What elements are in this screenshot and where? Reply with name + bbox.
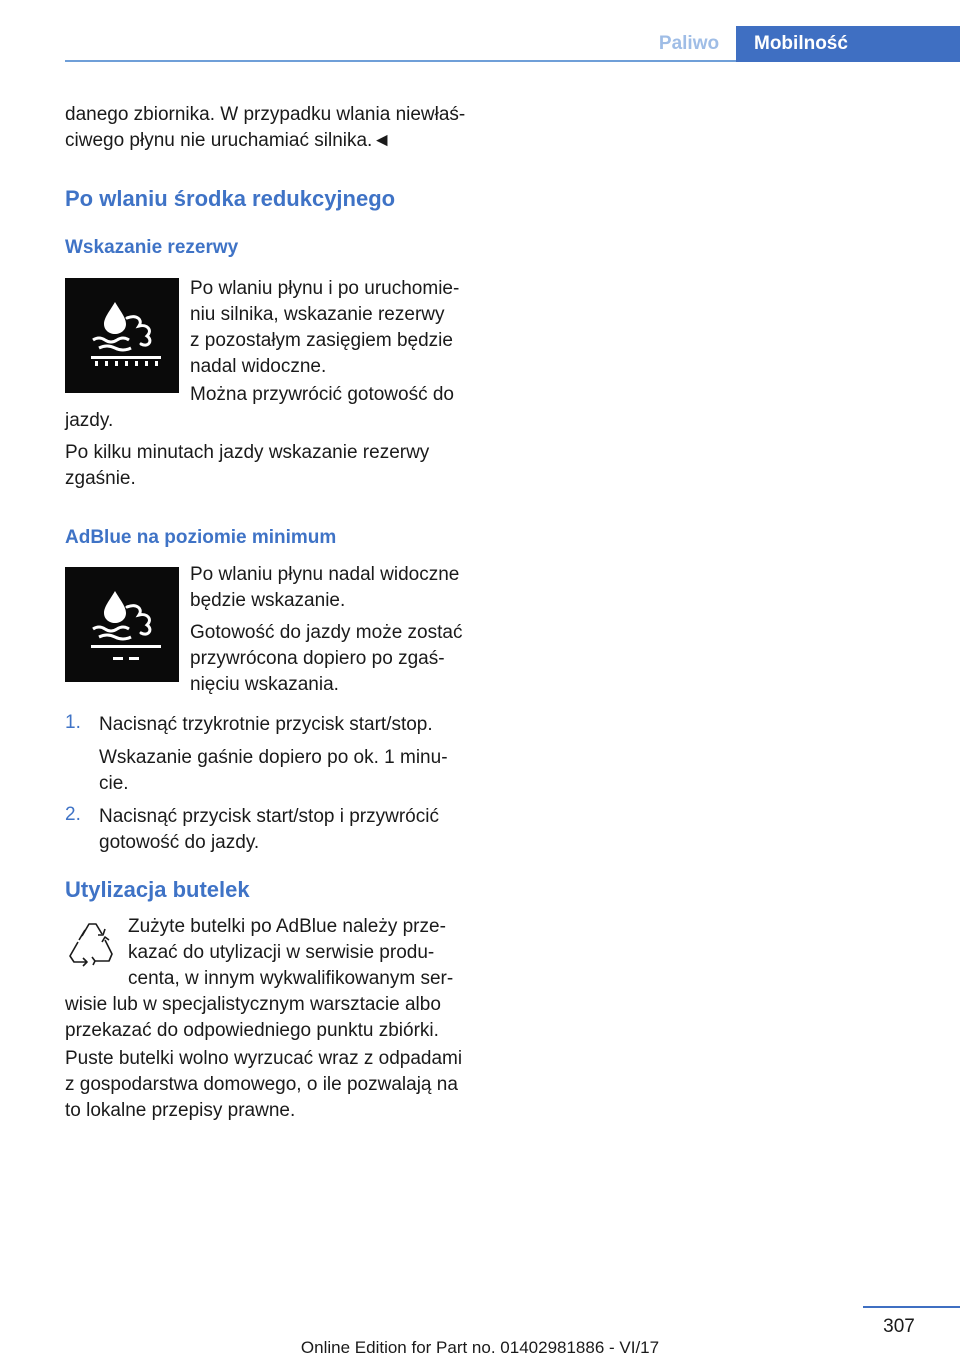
text-line: z pozostałym zasięgiem będzie	[190, 330, 453, 351]
step-number: 1.	[65, 712, 81, 733]
section-heading-disposal: Utylizacja butelek	[65, 877, 250, 902]
reserve-text-block	[190, 276, 490, 380]
step-text: Nacisnąć trzykrotnie przycisk start/stop.	[99, 714, 433, 735]
step-note	[99, 745, 489, 797]
section-tab-paliwo: Paliwo	[658, 33, 720, 54]
text-line: to lokalne przepisy prawne.	[65, 1100, 296, 1121]
reserve-paragraph-2	[65, 440, 485, 492]
disposal-text-a	[128, 914, 490, 992]
text-line: nięciu wskazania.	[190, 674, 339, 695]
text-line: niu silnika, wskazanie rezerwy	[190, 304, 445, 325]
disposal-text-c	[65, 1046, 490, 1124]
text-line: kazać do utylizacji w serwisie produ-	[128, 942, 435, 963]
text-line: Po kilku minutach jazdy wskazanie rezerwy	[65, 442, 430, 463]
intro-line: danego zbiornika. W przypadku wlania niewłaś-	[65, 104, 466, 125]
footer-rule	[863, 1306, 960, 1308]
section-heading-refill: Po wlaniu środka redukcyjnego	[65, 186, 396, 211]
text-line: wisie lub w specjalistycznym warsztacie albo	[65, 994, 441, 1015]
text-line: Puste butelki wolno wyrzucać wraz z odpadami	[65, 1048, 463, 1069]
minimum-text-a	[190, 562, 490, 614]
text-line: Po wlaniu płynu i po uruchomie-	[190, 278, 460, 299]
minimum-text-b	[190, 620, 490, 698]
disposal-text-b	[65, 992, 490, 1044]
adblue-minimum-icon	[65, 567, 179, 682]
edition-footer: Online Edition for Part no. 01402981886 - VI/17	[300, 1338, 660, 1357]
text-line: z gospodarstwa domowego, o ile pozwalają na	[65, 1074, 458, 1095]
section-tab-mobilnosc: Mobilność	[736, 26, 960, 62]
text-line: nadal widoczne.	[190, 356, 327, 377]
text-line: Wskazanie gaśnie dopiero po ok. 1 minu-	[99, 747, 448, 768]
text-line: przekazać do odpowiedniego punktu zbiórki.	[65, 1020, 439, 1041]
text-line: cie.	[99, 773, 129, 794]
text-line: Po wlaniu płynu nadal widoczne	[190, 564, 460, 585]
text-line: jazdy.	[65, 410, 114, 431]
recycle-icon	[65, 918, 117, 972]
text-line: gotowość do jazdy.	[99, 832, 260, 853]
adblue-reserve-icon	[65, 278, 179, 393]
text-line: centa, w innym wykwalifikowanym ser-	[128, 968, 454, 989]
page-number: 307	[883, 1316, 915, 1337]
step-number: 2.	[65, 804, 81, 825]
intro-paragraph	[65, 102, 485, 154]
subheading-reserve: Wskazanie rezerwy	[65, 237, 239, 258]
subheading-minimum: AdBlue na poziomie minimum	[65, 527, 337, 548]
step-text	[99, 804, 489, 856]
text-line: Zużyte butelki po AdBlue należy prze-	[128, 916, 446, 937]
text-line: przywrócona dopiero po zgaś-	[190, 648, 445, 669]
text-line: Można przywrócić gotowość do	[190, 384, 454, 405]
text-line: Nacisnąć przycisk start/stop i przywrócić	[99, 806, 439, 827]
text-line: będzie wskazanie.	[190, 590, 346, 611]
text-line: Gotowość do jazdy może zostać	[190, 622, 463, 643]
intro-line: ciwego płynu nie uruchamiać silnika.◄	[65, 130, 392, 151]
text-line: zgaśnie.	[65, 468, 136, 489]
